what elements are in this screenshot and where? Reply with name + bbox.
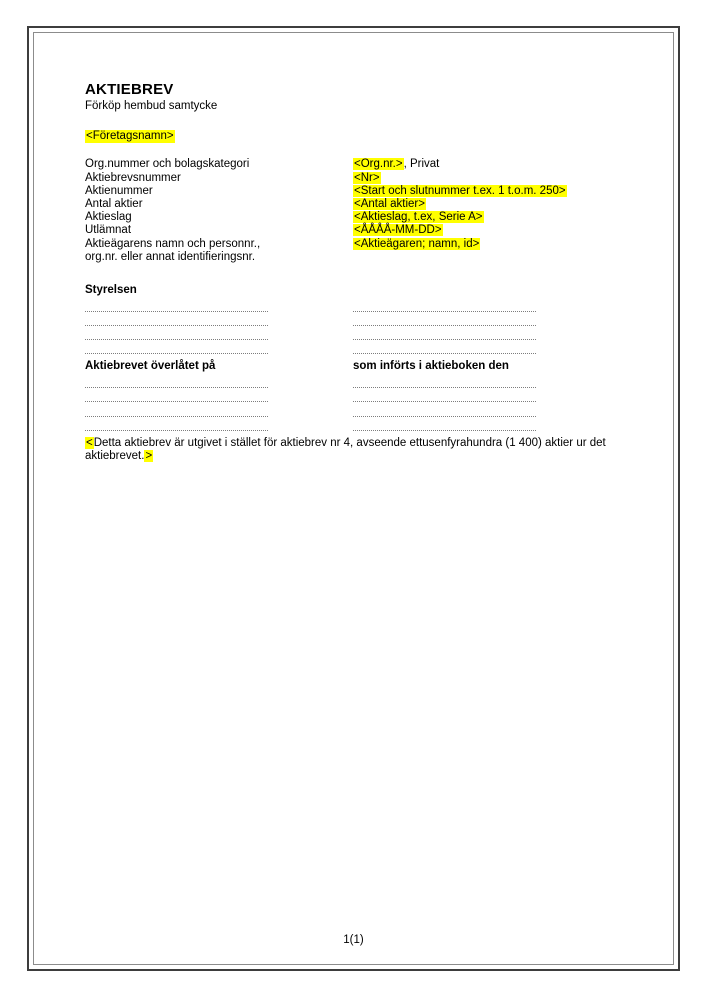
- note-suffix-bracket: >: [145, 450, 153, 463]
- document-content: [85, 82, 622, 463]
- signature-line: [353, 374, 536, 388]
- field-label-line1: Aktieägarens namn och personnr.,: [85, 237, 261, 250]
- signature-line: [85, 340, 268, 354]
- field-value-placeholder: <ÅÅÅÅ-MM-DD>: [354, 224, 442, 237]
- signature-line: [85, 417, 268, 431]
- signature-line: [353, 417, 536, 431]
- field-row-org-number: [85, 158, 622, 171]
- field-value: [353, 158, 439, 171]
- field-value-placeholder: <Nr>: [354, 171, 380, 184]
- field-value: [353, 172, 381, 185]
- transfer-heading-right: som införts i aktieboken den: [353, 360, 509, 373]
- field-label: Aktieslag: [85, 211, 132, 224]
- page-number: 1(1): [343, 934, 364, 946]
- board-heading: Styrelsen: [85, 284, 137, 297]
- document-subtitle: Förköp hembud samtycke: [85, 100, 218, 112]
- field-label: Antal aktier: [85, 198, 143, 211]
- field-list: [85, 158, 622, 264]
- transfer-heading-left: Aktiebrevet överlåtet på: [85, 360, 216, 373]
- signature-line: [353, 340, 536, 354]
- field-label: Aktienummer: [85, 184, 153, 197]
- field-value-suffix: , Privat: [403, 158, 440, 171]
- signature-line: [85, 388, 268, 402]
- field-label: Org.nummer och bolagskategori: [85, 158, 250, 171]
- transfer-headings: [85, 360, 622, 373]
- field-label: Aktiebrevsnummer: [85, 171, 181, 184]
- field-label: [85, 238, 353, 264]
- board-signature-lines: [85, 297, 622, 354]
- signature-line: [353, 402, 536, 416]
- field-row-share-count: [85, 198, 622, 211]
- signature-line: [85, 402, 268, 416]
- note-body: Detta aktiebrev är utgivet i stället för aktiebrev nr 4, avseende ettusenfyrahundra (1 400) aktier ur det aktiebrevet.: [85, 436, 606, 463]
- signature-line: [353, 326, 536, 340]
- field-value: [353, 238, 480, 251]
- transfer-signature-lines: [85, 374, 622, 431]
- company-name-placeholder: <Företagsnamn>: [86, 130, 174, 143]
- signature-line: [85, 297, 268, 311]
- field-value-placeholder: <Antal aktier>: [354, 198, 425, 211]
- field-value-placeholder: <Start och slutnummer t.ex. 1 t.o.m. 250>: [354, 184, 566, 197]
- field-label-line2: org.nr. eller annat identifieringsnr.: [85, 250, 256, 263]
- signature-line: [353, 312, 536, 326]
- field-row-share-class: [85, 211, 622, 224]
- replacement-note: [85, 437, 622, 463]
- signature-line: [353, 388, 536, 402]
- signature-line: [353, 297, 536, 311]
- field-value-placeholder: <Aktieägaren; namn, id>: [354, 237, 480, 250]
- field-row-certificate-number: [85, 172, 622, 185]
- field-value-placeholder: <Org.nr.>: [354, 158, 403, 171]
- field-value-placeholder: <Aktieslag, t.ex, Serie A>: [354, 211, 483, 224]
- field-value: [353, 211, 484, 224]
- field-label: Utlämnat: [85, 224, 132, 237]
- field-value: [353, 198, 426, 211]
- field-value: [353, 224, 443, 237]
- signature-line: [85, 374, 268, 388]
- signature-line: [85, 312, 268, 326]
- field-row-issued-date: [85, 224, 622, 237]
- field-row-shareholder: [85, 238, 622, 264]
- signature-line: [85, 326, 268, 340]
- field-value: [353, 185, 567, 198]
- field-row-share-numbers: [85, 185, 622, 198]
- document-title: AKTIEBREV: [85, 81, 174, 98]
- note-prefix-bracket: <: [86, 436, 93, 449]
